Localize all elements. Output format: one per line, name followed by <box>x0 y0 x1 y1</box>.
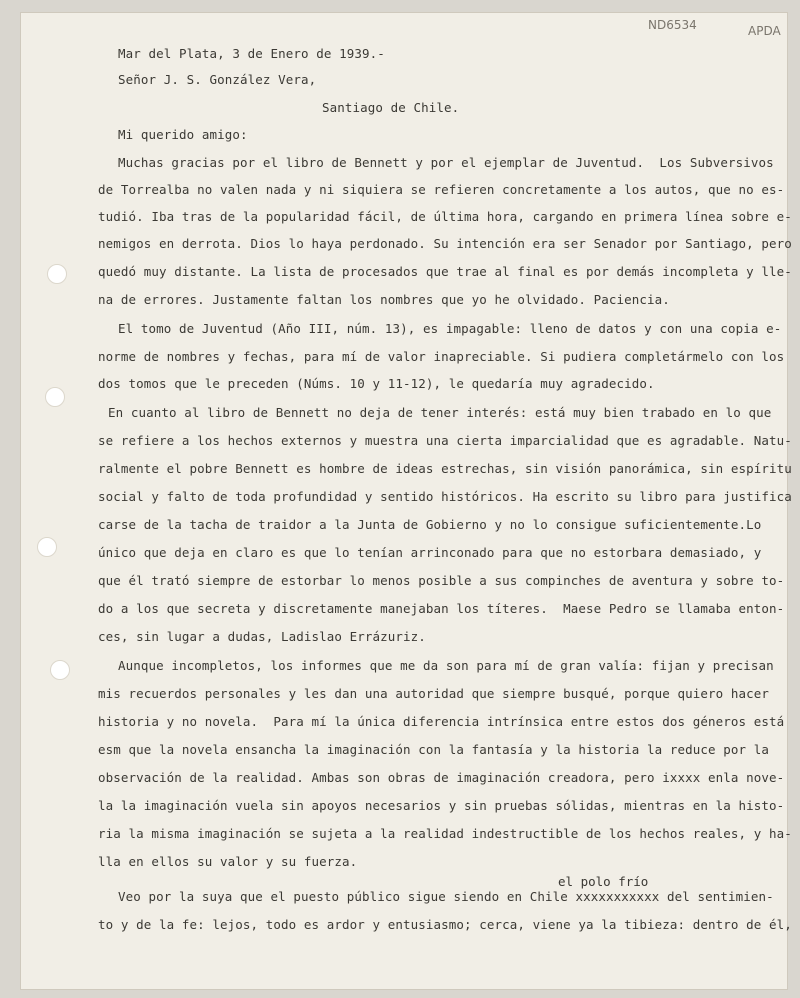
punch-hole <box>47 264 67 284</box>
body-line: na de errores. Justamente faltan los nombres que yo he olvidado. Paciencia. <box>98 292 670 307</box>
punch-hole <box>50 660 70 680</box>
body-line: En cuanto al libro de Bennett no deja de tener interés: está muy bien trabado en lo que <box>108 405 772 420</box>
body-line: social y falto de toda profundidad y sentido históricos. Ha escrito su libro para justifica <box>98 489 792 504</box>
body-line: de Torrealba no valen nada y ni siquiera se refieren concretamente a los autos, que no es- <box>98 182 785 197</box>
body-line: ria la misma imaginación se sujeta a la realidad indestructible de los hechos reales, y ha- <box>98 826 792 841</box>
body-line: do a los que secreta y discretamente manejaban los títeres. Maese Pedro se llamaba enton- <box>98 601 785 616</box>
body-line: carse de la tacha de traidor a la Junta de Gobierno y no lo consigue suficientemente.Lo <box>98 517 762 532</box>
body-line: esm que la novela ensancha la imaginación con la fantasía y la historia la reduce por la <box>98 742 770 757</box>
body-line: la la imaginación vuela sin apoyos necesarios y sin pruebas sólidas, mientras en la histo- <box>98 798 785 813</box>
letter-city: Santiago de Chile. <box>322 100 460 115</box>
body-line: que él trató siempre de estorbar lo menos posible a sus compinches de aventura y sobre to- <box>98 573 785 588</box>
body-line: Veo por la suya que el puesto público sigue siendo en Chile xxxxxxxxxxx del sentimien- <box>118 889 774 904</box>
body-line: quedó muy distante. La lista de procesados que trae al final es por demás incompleta y lle- <box>98 264 792 279</box>
body-line: se refiere a los hechos externos y muestra una cierta imparcialidad que es agradable. Natu- <box>98 433 792 448</box>
body-line: mis recuerdos personales y les dan una autoridad que siempre busqué, porque quiero hacer <box>98 686 770 701</box>
letter-addressee: Señor J. S. González Vera, <box>118 72 317 87</box>
body-line: El tomo de Juventud (Año III, núm. 13), es impagable: lleno de datos y con una copia e- <box>118 321 782 336</box>
body-line: ralmente el pobre Bennett es hombre de ideas estrechas, sin visión panorámica, sin espíritu <box>98 461 792 476</box>
letter-date: Mar del Plata, 3 de Enero de 1939.- <box>118 46 385 61</box>
body-line: lla en ellos su valor y su fuerza. <box>98 854 358 869</box>
body-line: observación de la realidad. Ambas son obras de imaginación creadora, pero ixxxx enla nove- <box>98 770 785 785</box>
body-line: historia y no novela. Para mí la única diferencia intrínsica entre estos dos géneros está <box>98 714 785 729</box>
punch-hole <box>45 387 65 407</box>
handwritten-insertion: el polo frío <box>558 874 649 889</box>
archive-corner-mark: APDA <box>748 24 781 38</box>
body-line: to y de la fe: lejos, todo es ardor y entusiasmo; cerca, viene ya la tibieza: dentro de él, <box>98 917 792 932</box>
letter-greeting: Mi querido amigo: <box>118 127 248 142</box>
body-line: Aunque incompletos, los informes que me da son para mí de gran valía: fijan y precisan <box>118 658 774 673</box>
body-line: tudió. Iba tras de la popularidad fácil, de última hora, cargando en primera línea sobre e- <box>98 209 792 224</box>
body-line: nemigos en derrota. Dios lo haya perdonado. Su intención era ser Senador por Santiago, pero <box>98 236 792 251</box>
archive-ref-number: ND6534 <box>648 18 697 32</box>
body-line: ces, sin lugar a dudas, Ladislao Errázuriz. <box>98 629 426 644</box>
punch-hole <box>37 537 57 557</box>
body-line: norme de nombres y fechas, para mí de valor inapreciable. Si pudiera completármelo con los <box>98 349 785 364</box>
body-line: dos tomos que le preceden (Núms. 10 y 11-12), le quedaría muy agradecido. <box>98 376 655 391</box>
body-line: único que deja en claro es que lo tenían arrinconado para que no estorbara demasiado, y <box>98 545 762 560</box>
body-line: Muchas gracias por el libro de Bennett y por el ejemplar de Juventud. Los Subversivos <box>118 155 774 170</box>
